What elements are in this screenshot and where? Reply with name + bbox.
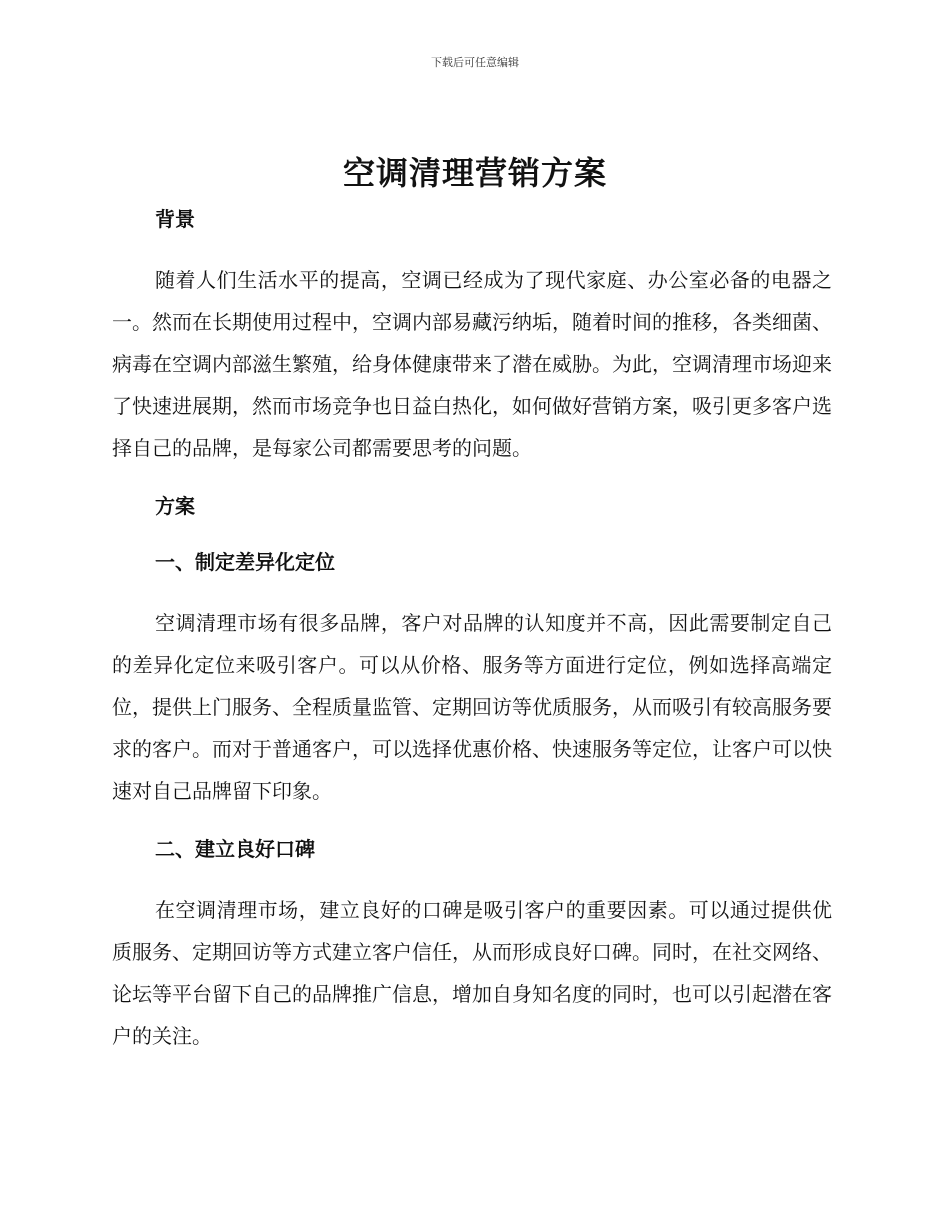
section-heading-plan: 方案 [155,494,195,518]
section-heading-differentiation: 一、制定差异化定位 [155,550,335,574]
document-title: 空调清理营销方案 [342,154,607,192]
section-heading-background: 背景 [155,207,195,231]
paragraph-background: 随着人们生活水平的提高，空调已经成为了现代家庭、办公室必备的电器之一。然而在长期使用过程中，空调内部易藏污纳垢，随着时间的推移，各类细菌、病毒在空调内部滋生繁殖，给身体健康带来了潜在威胁。为此，空调清理市场迎来了快速进展期，然而市场竞争也日益白热化，如何做好营销方案，吸引更多客户选择自己的品牌，是每家公司都需要思考的问题。 [112,268,832,460]
paragraph-reputation: 在空调清理市场，建立良好的口碑是吸引客户的重要因素。可以通过提供优质服务、定期回访等方式建立客户信任，从而形成良好口碑。同时，在社交网络、论坛等平台留下自己的品牌推广信息，增加自身知名度的同时，也可以引起潜在客户的关注。 [112,898,832,1048]
section-heading-reputation: 二、建立良好口碑 [155,837,315,861]
document-body [112,200,832,1057]
header-note: 下载后可任意编辑 [431,56,519,69]
paragraph-differentiation: 空调清理市场有很多品牌，客户对品牌的认知度并不高，因此需要制定自己的差异化定位来吸引客户。可以从价格、服务等方面进行定位，例如选择高端定位，提供上门服务、全程质量监管、定期回访等优质服务，从而吸引有较高服务要求的客户。而对于普通客户，可以选择优惠价格、快速服务等定位，让客户可以快速对自己品牌留下印象。 [112,611,832,803]
